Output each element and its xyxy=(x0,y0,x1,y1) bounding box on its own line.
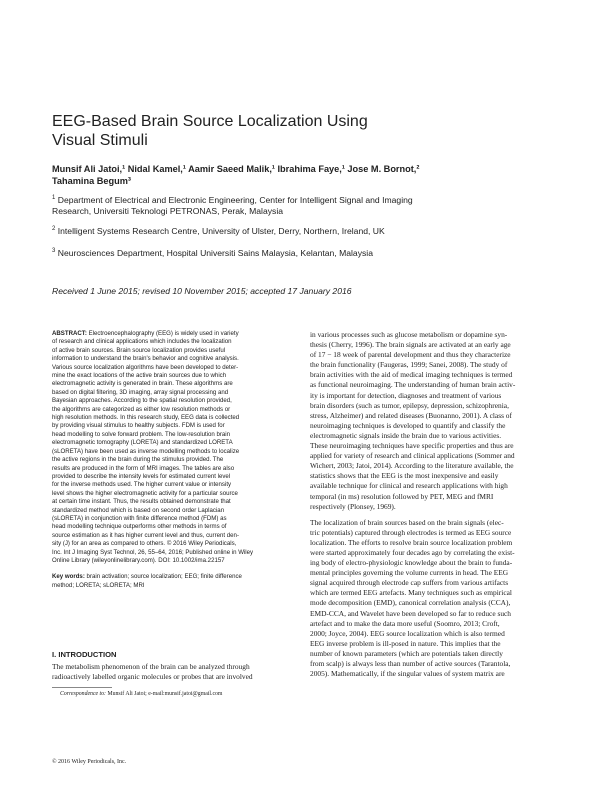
body-text-line: ity is important for detection, diagnoses and treatment of various xyxy=(310,390,502,400)
body-text-line: of 17 − 18 week of parental development and thus they characterize xyxy=(310,350,511,360)
abstract-line: of active brain sources. Brain source localization provides useful xyxy=(52,346,226,354)
abstract-line: the active regions in the brain during the stimulus provided. The xyxy=(52,456,224,464)
right-column xyxy=(310,330,550,679)
abstract-line: of research and clinical applications which includes the localization xyxy=(52,338,232,346)
abstract-line: Online Library (wileyonlinelibrary.com). DOI: 10.1002/ima.22157 xyxy=(52,556,225,564)
body-text-line: mental principles governing the volume currents in head. The EEG xyxy=(310,568,509,578)
author-list xyxy=(52,163,552,187)
body-text-line: signal acquired through electrode cap suffers from various artifacts xyxy=(310,578,509,588)
body-text-line: electromagnetic signals inside the brain due to various activities. xyxy=(310,430,502,440)
abstract-line: mine the exact locations of the active brain sources due to which xyxy=(52,372,227,380)
right-paragraph-2 xyxy=(310,518,550,680)
abstract-line: source estimation as it has higher current level and thus, current den- xyxy=(52,531,239,539)
title-line-2: Visual Stimuli xyxy=(52,132,148,149)
body-text-line: EMD-CCA, and Wavelet have been developed so far to reduce such xyxy=(310,608,512,618)
body-text-line: number of known parameters (which are potentials taken directly xyxy=(310,648,503,658)
body-text-line: in various processes such as glucose metabolism or dopamine syn- xyxy=(310,330,508,339)
abstract-line: Bayesian approaches. According to the spatial resolution provided, xyxy=(52,397,232,405)
body-text-line: brain activities with the aid of medical imaging techniques is termed xyxy=(310,370,513,380)
abstract-line: at certain time instant. Thus, the results obtained demonstrate that xyxy=(52,498,231,506)
body-text-line: which are termed EEG artefacts. Many techniques such as empirical xyxy=(310,588,512,598)
body-text-line: These neuroimaging techniques have specific properties and thus are xyxy=(310,441,514,451)
keywords-block xyxy=(52,573,294,590)
body-text-line: neuroimaging techniques is developed to quantify and classify the xyxy=(310,420,506,430)
abstract-line: Inc. Int J Imaging Syst Technol, 26, 55–64, 2016; Published online in Wiley xyxy=(52,548,254,556)
body-text-line: 2005). Mathematically, if the singular values of system matrix are xyxy=(310,669,505,679)
abstract-body xyxy=(52,338,294,565)
abstract-line: based on digital filtering, 3D imaging, array signal processing and xyxy=(52,388,229,396)
abstract-line: standardized method which is based on second order Laplacian xyxy=(52,506,225,514)
affiliation-number: 3 xyxy=(52,248,56,254)
abstract-first-line: Electroencephalography (EEG) is widely used in variety xyxy=(86,330,239,337)
body-text-line: were started approximately four decades ago by correlating the exist- xyxy=(310,547,515,557)
body-text-line: EEG inverse problem is ill-posed in nature. This implies that the xyxy=(310,638,501,648)
abstract-line: level shows the higher electromagnetic activity for a particular source xyxy=(52,489,238,497)
abstract-line: for the inverse methods used. The higher current value or intensity xyxy=(52,481,232,489)
body-text-line: available technique for clinical and research applications with high xyxy=(310,481,508,491)
abstract-line: electromagnetic tomography (LORETA) and standardized LORETA xyxy=(52,439,233,447)
body-text-line: respectively (Plonsey, 1969). xyxy=(310,501,396,511)
affiliation-text: Neurosciences Department, Hospital Universiti Sains Malaysia, Kelantan, Malaysia xyxy=(57,247,373,258)
correspondence-label: Correspondence to: xyxy=(60,691,106,697)
body-text-line: localization. The efforts to resolve brain source localization problem xyxy=(310,537,513,547)
abstract-line: provided to describe the intensity levels for estimated current level xyxy=(52,472,231,480)
body-text-line: as functional neuroimaging. The understanding of human brain activ- xyxy=(310,380,516,390)
body-text-line: artefact and to make the data more useful (Soomro, 2013; Croft, xyxy=(310,618,500,628)
introduction-line: radioactively labelled organic molecules or probes that are involved xyxy=(52,672,253,682)
abstract-line: high resolution methods. In this research study, EEG data is collected xyxy=(52,414,240,422)
section-heading-introduction: I. INTRODUCTION xyxy=(52,650,117,659)
abstract-line: by providing visual stimulus to healthy subjects. FDM is used for xyxy=(52,422,225,430)
body-text-line: applied for variety of research and clinical applications (Sommer and xyxy=(310,451,515,461)
keywords-line-1: brain activation; source localization; EEG; finite difference xyxy=(84,573,242,581)
affiliation-text-cont: Research, Universiti Teknologi PETRONAS, Perak, Malaysia xyxy=(52,206,284,217)
right-paragraph-1 xyxy=(310,330,550,512)
abstract-line: head modelling to solve forward problem. The low-resolution brain xyxy=(52,430,231,438)
body-text-line: brain disorders (such as tumor, epilepsy, depression, schizophrenia, xyxy=(310,400,509,410)
body-text-line: temporal (in ms) resolution followed by PET, MEG and fMRI xyxy=(310,491,494,501)
paper-title xyxy=(52,112,532,150)
body-text-line: statistics shows that the EEG is the most inexpensive and easily xyxy=(310,471,499,481)
authors-line-2: Tahamina Begum³ xyxy=(52,176,131,186)
body-text-line: mode decomposition (EMD), canonical correlation analysis (CCA), xyxy=(310,598,511,608)
abstract-line: sity (J) for an area as compared to others. © 2016 Wiley Periodicals, xyxy=(52,540,237,548)
abstract-line: (sLORETA) have been used as inverse modelling methods to localize xyxy=(52,447,240,455)
affiliation-1 xyxy=(52,193,552,218)
introduction-line: The metabolism phenomenon of the brain can be analyzed through xyxy=(52,662,250,671)
body-text-line: from scalp) is always less than number of active sources (Tarantola, xyxy=(310,659,511,668)
body-text-line: ing body of electro-physiologic knowledge about the brain to funda- xyxy=(310,558,513,568)
affiliation-text: Department of Electrical and Electronic Engineering, Center for Intelligent Signal and Imaging xyxy=(57,194,413,205)
footnote-rule xyxy=(52,687,112,688)
abstract-label: ABSTRACT: xyxy=(52,330,87,337)
body-text-line: the brain functionality (Faugeras, 1999; Sanei, 2008). The study of xyxy=(310,360,508,370)
body-text-line: stress, Alzheimer) and related diseases (Buonanno, 2001). A class of xyxy=(310,410,512,420)
body-text-line: tric potentials) captured through electrodes is termed as EEG source xyxy=(310,527,512,537)
abstract-line: head modelling technique outperforms other methods in terms of xyxy=(52,523,227,531)
affiliation-number: 1 xyxy=(52,195,56,201)
correspondence-note xyxy=(60,691,222,697)
body-text-line: Wichert, 2003; Jatoi, 2014). According to the literature available, the xyxy=(310,461,514,471)
affiliation-3 xyxy=(52,246,552,259)
affiliation-2 xyxy=(52,224,552,237)
body-text-line: 2000; Joyce, 2004). EEG source localization which is also termed xyxy=(310,628,505,638)
keywords-line-2: method; LORETA; sLORETA; MRI xyxy=(52,581,145,589)
introduction-body xyxy=(52,662,294,682)
copyright-footer: © 2016 Wiley Periodicals, Inc. xyxy=(52,759,127,765)
abstract-block xyxy=(52,330,294,590)
title-line-1: EEG-Based Brain Source Localization Using xyxy=(52,113,368,130)
received-dates: Received 1 June 2015; revised 10 November 2015; accepted 17 January 2016 xyxy=(52,286,352,296)
affiliation-number: 2 xyxy=(52,226,56,232)
abstract-line: (sLORETA) in conjunction with finite difference method (FDM) as xyxy=(52,514,227,522)
abstract-line: information to understand the brain's behavior and cognitive analysis. xyxy=(52,355,239,363)
abstract-line: results are produced in the form of MRI images. The tables are also xyxy=(52,464,235,472)
body-text-line: The localization of brain sources based on the brain signals (elec- xyxy=(310,517,504,527)
authors-line-1: Munsif Ali Jatoi,¹ Nidal Kamel,¹ Aamir Saeed Malik,¹ Ibrahima Faye,¹ Jose M. Bornot,² xyxy=(52,164,420,174)
abstract-line: the algorithms are categorized as either low resolution methods or xyxy=(52,405,231,413)
abstract-line: electromagnetic activity is generated in brain. These algorithms are xyxy=(52,380,233,388)
abstract-line: Various source localization algorithms have been developed to deter- xyxy=(52,363,239,371)
body-text-line: thesis (Cherry, 1996). The brain signals are activated at an early age xyxy=(310,340,511,350)
correspondence-text: Munsif Ali Jatoi; e-mail:munsif.jatoi@gmail.com xyxy=(106,691,223,697)
affiliation-text: Intelligent Systems Research Centre, University of Ulster, Derry, Northern, Ireland, UK xyxy=(57,225,385,236)
keywords-label: Key words: xyxy=(52,573,85,581)
